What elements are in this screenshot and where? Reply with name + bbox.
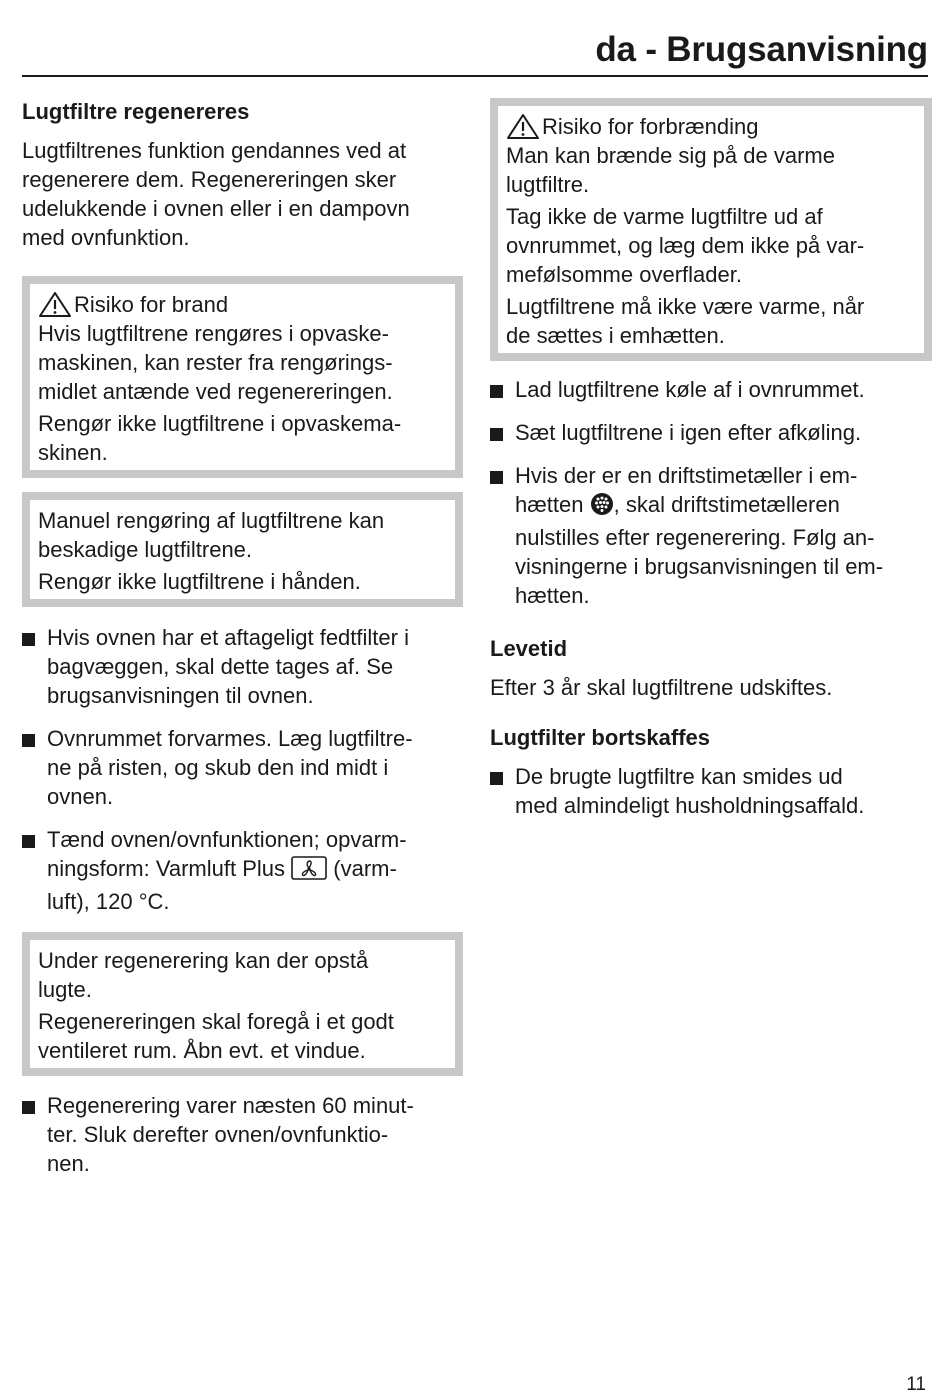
warning-paragraph: Rengør ikke lugtfiltrene i opvaskema- skinen. [38,411,402,465]
intro-paragraph: Lugtfiltrenes funktion gendannes ved at regenerere dem. Regenereringen sker udelukkende i ovnen eller i en dampovn med ovnfunktion. [22,138,410,250]
right-column [490,98,932,820]
list-item: Ovnrummet forvarmes. Læg lugtfiltre- ne på risten, og skub den ind midt i ovnen. [22,724,463,811]
list-item: Regenerering varer næsten 60 minut- ter. Sluk derefter ovnen/ovnfunktio- nen. [22,1091,463,1178]
warning-title-fire [38,290,455,319]
warning-paragraph: Tag ikke de varme lugtfiltre ud af ovnrummet, og læg dem ikke på var- mefølsomme overflader. [506,204,865,287]
page-number: 11 [906,1374,926,1394]
warning-paragraph: Man kan brænde sig på de varme lugtfiltre. [506,143,835,197]
note-paragraph: Manuel rengøring af lugtfiltrene kan beskadige lugtfiltrene. [38,508,385,562]
steps-list [22,1091,463,1178]
section-heading-disposal: Lugtfilter bortskaffes [490,725,711,750]
note-paragraph: Under regenerering kan der opstå lugte. [38,948,369,1002]
warning-paragraph: Lugtfiltrene må ikke være varme, når de sættes i emhætten. [506,294,865,348]
warning-triangle-icon [506,112,542,141]
list-item: Hvis der er en driftstimetæller i em- hætten , skal driftstimetælleren nulstilles efter regenerering. Følg an- visningerne i brugsanvisningen til em- hætten. [490,461,932,610]
steps-list [22,623,463,916]
header-rule [22,75,928,77]
section-heading-regenerate: Lugtfiltre regenereres [22,99,250,124]
list-item: Hvis ovnen har et aftageligt fedtfilter i bagvæggen, skal dette tages af. Se brugsanvisningen til ovnen. [22,623,463,710]
disposal-list [490,762,932,820]
warning-paragraph: Hvis lugtfiltrene rengøres i opvaske- maskinen, kan rester fra rengørings- midlet antænde ved regenereringen. [38,321,393,404]
section-heading-lifetime: Levetid [490,636,568,661]
warning-title-burn [506,112,924,141]
note-box-manual-cleaning [22,492,463,607]
note-paragraph: Rengør ikke lugtfiltrene i hånden. [38,569,361,594]
list-item: De brugte lugtfiltre kan smides ud med almindeligt husholdningsaffald. [490,762,932,820]
note-box-smell [22,932,463,1076]
lifetime-text: Efter 3 år skal lugtfiltrene udskiftes. [490,675,833,700]
warning-title-text: Risiko for brand [74,292,229,317]
filter-counter-icon [590,492,614,523]
list-item: Sæt lugtfiltrene i igen efter afkøling. [490,418,932,447]
fan-heating-icon [291,856,327,887]
steps-list [490,375,932,610]
left-column [22,97,463,1178]
warning-box-fire [22,276,463,478]
warning-box-burn [490,98,932,361]
list-item: Lad lugtfiltrene køle af i ovnrummet. [490,375,932,404]
page-title: da - Brugsanvisning [595,30,928,69]
list-item: Tænd ovnen/ovnfunktionen; opvarm- ningsform: Varmluft Plus (varm- luft), 120 °C. [22,825,463,916]
note-paragraph: Regenereringen skal foregå i et godt ventileret rum. Åbn evt. et vindue. [38,1009,394,1063]
warning-triangle-icon [38,290,74,319]
warning-title-text: Risiko for forbrænding [542,114,759,139]
